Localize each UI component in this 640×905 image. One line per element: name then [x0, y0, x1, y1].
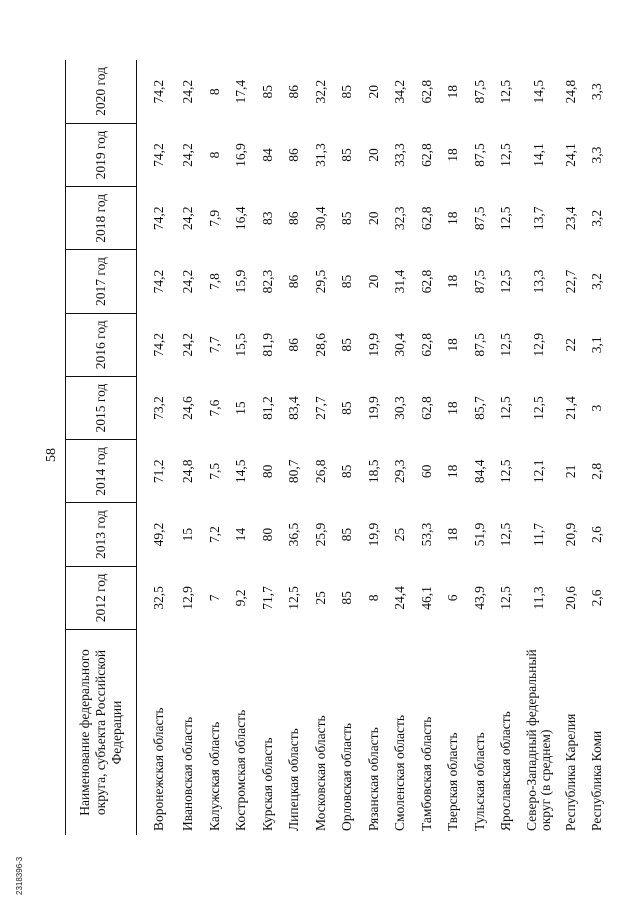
- row-value-cell: 86: [286, 211, 302, 226]
- document-code: 2318396-3: [15, 856, 24, 895]
- row-value-cell: 7,8: [206, 273, 222, 290]
- row-value-cell: 71,2: [151, 459, 166, 484]
- table-row: [228, 60, 255, 835]
- row-subject-name: Рязанская область: [365, 727, 381, 831]
- table-row: [414, 60, 441, 835]
- row-value-cell: 20: [365, 274, 381, 289]
- row-value-cell: 83,4: [286, 396, 302, 420]
- row-value-cell: 74,2: [151, 333, 166, 357]
- row-value-cell: 24,8: [562, 79, 578, 104]
- row-subject-name: Воронежская область: [151, 707, 166, 831]
- row-value-cell: 18: [445, 274, 461, 289]
- row-value-cell: 12,5: [498, 143, 514, 167]
- row-value-cell: 13,3: [530, 269, 546, 294]
- row-value-cell: 3,3: [589, 83, 605, 101]
- header-year-0: 2012 год: [66, 566, 137, 629]
- row-value-cell: 20: [365, 148, 381, 162]
- table-row: [175, 60, 202, 835]
- row-value-cell: 8: [365, 594, 381, 602]
- row-value-cell: 62,8: [418, 79, 434, 104]
- row-value-cell: 87,5: [471, 143, 487, 167]
- row-value-cell: 12,5: [498, 79, 514, 104]
- row-value-cell: 19,9: [365, 522, 381, 547]
- row-value-cell: 46,1: [418, 586, 434, 610]
- row-subject-name: Смоленская область: [392, 714, 408, 831]
- row-value-cell: 24,1: [562, 143, 578, 167]
- row-value-cell: 85: [339, 464, 355, 479]
- row-value-cell: 15,5: [233, 333, 249, 357]
- row-subject-name: Московская область: [312, 715, 328, 831]
- table-row: [440, 60, 467, 835]
- table-row: [255, 60, 282, 835]
- header-subject-name: Наименование федерального округа, субъекта Российской Федерации: [66, 630, 137, 836]
- row-value-cell: 21,4: [562, 396, 578, 420]
- row-value-cell: 19,9: [365, 396, 381, 420]
- header-row: [66, 60, 137, 835]
- row-value-cell: 86: [286, 84, 302, 99]
- row-value-cell: 19,9: [365, 333, 381, 357]
- table-row: [467, 60, 494, 835]
- header-year-7: 2019 год: [66, 123, 137, 186]
- table-row: [558, 60, 585, 835]
- header-year-8: 2020 год: [66, 60, 137, 123]
- table-row: [361, 60, 388, 835]
- row-value-cell: 15: [180, 527, 196, 542]
- row-value-cell: 31,3: [312, 143, 328, 167]
- row-value-cell: 7,6: [206, 399, 222, 417]
- row-value-cell: 14,1: [530, 143, 546, 167]
- row-value-cell: 24,2: [180, 143, 196, 167]
- row-value-cell: 20,9: [562, 522, 578, 547]
- row-value-cell: 12,5: [530, 396, 546, 420]
- row-value-cell: 31,4: [392, 269, 408, 294]
- row-value-cell: 87,5: [471, 79, 487, 104]
- row-value-cell: 32,5: [151, 586, 166, 610]
- table-row: [308, 60, 335, 835]
- row-value-cell: 9,2: [233, 589, 249, 607]
- row-value-cell: 12,5: [498, 333, 514, 357]
- row-value-cell: 36,5: [286, 522, 302, 547]
- row-value-cell: 18: [445, 401, 461, 415]
- row-value-cell: 3,3: [589, 146, 605, 164]
- row-value-cell: 81,9: [259, 333, 275, 357]
- row-subject-name: Ивановская область: [180, 716, 196, 831]
- row-value-cell: 12,5: [498, 459, 514, 484]
- table-row: [520, 60, 558, 835]
- row-value-cell: 12,5: [498, 206, 514, 231]
- row-subject-name: Ярославская область: [498, 711, 514, 831]
- row-value-cell: 24,4: [392, 586, 408, 610]
- table-row: [281, 60, 308, 835]
- table-row: [334, 60, 361, 835]
- row-value-cell: 12,5: [498, 586, 514, 610]
- row-value-cell: 32,3: [392, 206, 408, 231]
- row-subject-name: Калужская область: [206, 721, 222, 831]
- row-value-cell: 12,1: [530, 459, 546, 484]
- row-value-cell: 62,8: [418, 269, 434, 294]
- row-value-cell: 85: [339, 211, 355, 226]
- row-value-cell: 85: [339, 401, 355, 415]
- row-value-cell: 43,9: [471, 586, 487, 610]
- row-subject-name: Северо-Западный федеральный округ (в среднем): [523, 649, 553, 831]
- row-value-cell: 74,2: [151, 143, 166, 167]
- row-value-cell: 7,2: [206, 526, 222, 544]
- row-value-cell: 27,7: [312, 396, 328, 420]
- row-value-cell: 85: [339, 338, 355, 352]
- row-value-cell: 23,4: [562, 206, 578, 231]
- row-value-cell: 85: [259, 84, 275, 99]
- row-value-cell: 14,5: [530, 79, 546, 104]
- header-year-2: 2014 год: [66, 440, 137, 503]
- row-value-cell: 25: [312, 591, 328, 605]
- row-value-cell: 7,5: [206, 462, 222, 480]
- row-value-cell: 8: [206, 88, 222, 96]
- row-value-cell: 18: [445, 338, 461, 352]
- row-value-cell: 18: [445, 527, 461, 542]
- row-subject-name: Тульская область: [471, 732, 487, 831]
- row-value-cell: 85: [339, 527, 355, 542]
- row-value-cell: 30,3: [392, 396, 408, 420]
- table-row: [137, 60, 176, 835]
- row-value-cell: 7,7: [206, 336, 222, 354]
- row-value-cell: 25,9: [312, 522, 328, 547]
- header-year-3: 2015 год: [66, 376, 137, 439]
- row-value-cell: 16,9: [233, 143, 249, 167]
- row-value-cell: 87,5: [471, 206, 487, 231]
- row-subject-name: Республика Карелия: [562, 713, 578, 831]
- row-value-cell: 8: [206, 151, 222, 159]
- row-value-cell: 30,4: [392, 333, 408, 357]
- row-value-cell: 29,3: [392, 459, 408, 484]
- row-value-cell: 18: [445, 84, 461, 99]
- row-subject-name: Тверская область: [445, 732, 461, 831]
- row-value-cell: 80,7: [286, 459, 302, 484]
- header-year-1: 2013 год: [66, 503, 137, 566]
- row-value-cell: 62,8: [418, 333, 434, 357]
- row-value-cell: 53,3: [418, 522, 434, 547]
- row-value-cell: 85: [339, 148, 355, 162]
- row-value-cell: 86: [286, 338, 302, 352]
- row-value-cell: 14: [233, 527, 249, 542]
- row-value-cell: 24,2: [180, 206, 196, 231]
- row-value-cell: 18: [445, 464, 461, 479]
- table-body: [137, 60, 611, 835]
- table-header: [66, 60, 137, 835]
- row-value-cell: 18: [445, 148, 461, 162]
- row-subject-name: Республика Коми: [589, 730, 605, 831]
- row-value-cell: 11,3: [530, 586, 546, 610]
- row-value-cell: 7: [206, 594, 222, 602]
- page-number: 58: [44, 448, 59, 462]
- row-value-cell: 24,2: [180, 269, 196, 294]
- row-value-cell: 83: [259, 211, 275, 226]
- row-value-cell: 62,8: [418, 396, 434, 420]
- row-value-cell: 2,6: [589, 526, 605, 544]
- row-value-cell: 22,7: [562, 269, 578, 294]
- row-value-cell: 84,4: [471, 459, 487, 484]
- row-value-cell: 85: [339, 84, 355, 99]
- row-value-cell: 86: [286, 148, 302, 162]
- row-value-cell: 24,2: [180, 333, 196, 357]
- row-value-cell: 15: [233, 401, 249, 415]
- row-value-cell: 62,8: [418, 143, 434, 167]
- row-value-cell: 6: [445, 594, 461, 602]
- row-value-cell: 24,2: [180, 79, 196, 104]
- row-value-cell: 85,7: [471, 396, 487, 420]
- row-value-cell: 80: [259, 527, 275, 542]
- row-value-cell: 20,6: [562, 586, 578, 610]
- row-value-cell: 85: [339, 274, 355, 289]
- row-value-cell: 18,5: [365, 459, 381, 484]
- table-row: [493, 60, 520, 835]
- row-subject-name: Курская область: [259, 737, 275, 831]
- row-value-cell: 30,4: [312, 206, 328, 231]
- row-value-cell: 18: [445, 211, 461, 226]
- row-value-cell: 84: [259, 148, 275, 162]
- row-value-cell: 12,9: [180, 586, 196, 610]
- row-value-cell: 25: [392, 527, 408, 542]
- row-value-cell: 71,7: [259, 586, 275, 610]
- row-value-cell: 87,5: [471, 333, 487, 357]
- row-value-cell: 12,9: [530, 333, 546, 357]
- row-value-cell: 2,8: [589, 462, 605, 480]
- row-value-cell: 2,6: [589, 589, 605, 607]
- row-value-cell: 74,2: [151, 269, 166, 294]
- table-row: [584, 60, 611, 835]
- row-value-cell: 81,2: [259, 396, 275, 420]
- row-value-cell: 85: [339, 591, 355, 605]
- row-value-cell: 12,5: [498, 396, 514, 420]
- row-value-cell: 29,5: [312, 269, 328, 294]
- row-value-cell: 13,7: [530, 206, 546, 231]
- row-value-cell: 51,9: [471, 522, 487, 547]
- row-subject-name: Липецкая область: [286, 728, 302, 831]
- row-value-cell: 24,8: [180, 459, 196, 484]
- row-value-cell: 11,7: [530, 523, 546, 547]
- header-year-4: 2016 год: [66, 313, 137, 376]
- row-value-cell: 73,2: [151, 396, 166, 420]
- row-value-cell: 24,6: [180, 396, 196, 420]
- row-value-cell: 21: [562, 464, 578, 479]
- row-value-cell: 3,2: [589, 209, 605, 227]
- header-year-6: 2018 год: [66, 187, 137, 250]
- row-value-cell: 32,2: [312, 79, 328, 104]
- row-value-cell: 34,2: [392, 79, 408, 104]
- row-value-cell: 86: [286, 274, 302, 289]
- row-value-cell: 3: [589, 404, 605, 412]
- row-value-cell: 16,4: [233, 206, 249, 231]
- row-value-cell: 12,5: [498, 269, 514, 294]
- row-value-cell: 60: [418, 464, 434, 479]
- header-year-5: 2017 год: [66, 250, 137, 313]
- row-value-cell: 12,5: [286, 586, 302, 610]
- row-value-cell: 22: [562, 338, 578, 352]
- table-row: [202, 60, 229, 835]
- row-value-cell: 74,2: [151, 206, 166, 231]
- row-value-cell: 12,5: [498, 522, 514, 547]
- data-table: [65, 60, 611, 835]
- row-value-cell: 28,6: [312, 333, 328, 357]
- row-value-cell: 3,2: [589, 273, 605, 290]
- row-value-cell: 20: [365, 84, 381, 99]
- row-subject-name: Костромская область: [233, 709, 249, 831]
- row-value-cell: 62,8: [418, 206, 434, 231]
- row-value-cell: 7,9: [206, 209, 222, 227]
- row-value-cell: 87,5: [471, 269, 487, 294]
- row-value-cell: 15,9: [233, 269, 249, 294]
- row-value-cell: 74,2: [151, 79, 166, 104]
- row-value-cell: 49,2: [151, 522, 166, 547]
- row-value-cell: 3,1: [589, 336, 605, 354]
- row-value-cell: 17,4: [233, 79, 249, 104]
- row-subject-name: Тамбовская область: [418, 716, 434, 831]
- table-row: [387, 60, 414, 835]
- row-value-cell: 26,8: [312, 459, 328, 484]
- row-value-cell: 33,3: [392, 143, 408, 167]
- rotated-page-content: [65, 60, 605, 835]
- row-subject-name: Орловская область: [339, 722, 355, 831]
- row-value-cell: 80: [259, 464, 275, 479]
- row-value-cell: 82,3: [259, 269, 275, 294]
- row-value-cell: 20: [365, 211, 381, 226]
- row-value-cell: 14,5: [233, 459, 249, 484]
